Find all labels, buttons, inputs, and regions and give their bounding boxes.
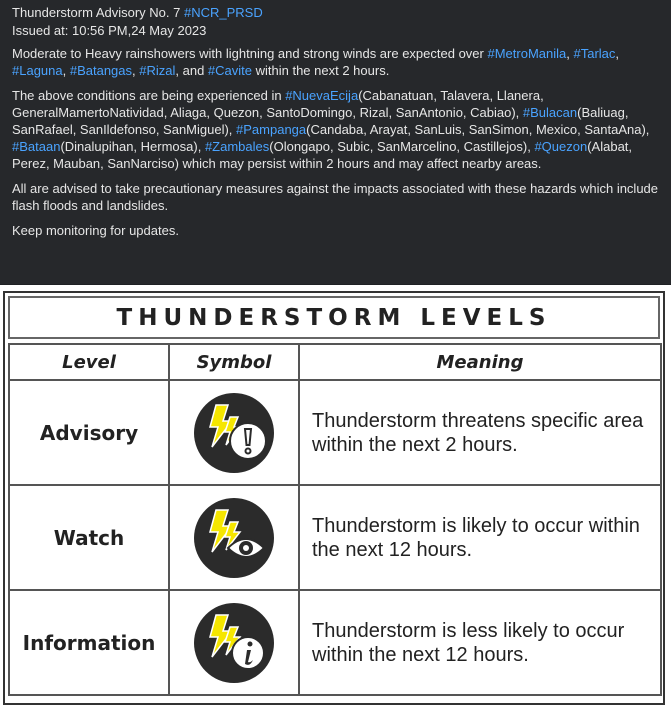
hashtag-link[interactable]: #Cavite (207, 63, 252, 78)
hashtag-link[interactable]: #Laguna (12, 63, 63, 78)
paragraph-text: within the next 2 hours. (252, 63, 390, 78)
paragraph-text: (Candaba, Arayat, SanLuis, SanSimon, Mexico, SantaAna), (306, 122, 650, 137)
paragraph-text: , (132, 63, 140, 78)
level-meaning: Thunderstorm is likely to occur within the next 12 hours. (299, 485, 661, 590)
hashtag-link[interactable]: #MetroManila (487, 46, 567, 61)
thunderstorm-levels-infographic (0, 285, 671, 711)
paragraph-expected-areas (12, 45, 659, 79)
hashtag-link[interactable]: #Bulacan (522, 105, 578, 120)
table-row (9, 590, 661, 695)
paragraph-text: , (566, 46, 574, 61)
hashtag-link[interactable]: #Zambales (204, 139, 270, 154)
header-level: Level (9, 344, 169, 380)
lightning-exclamation-icon (192, 391, 276, 475)
hashtag-link[interactable]: #Batangas (69, 63, 133, 78)
header-meaning: Meaning (299, 344, 661, 380)
table-row (9, 380, 661, 485)
paragraph-text: Moderate to Heavy rainshowers with lightning and strong winds are expected over (12, 46, 488, 61)
paragraph-text: , (62, 63, 70, 78)
paragraph-text: (Baliuag, SanRafael, SanIldefonso, SanMiguel), (12, 105, 629, 137)
post-title-line (12, 4, 659, 21)
symbol-cell (169, 485, 299, 590)
header-symbol: Symbol (169, 344, 299, 380)
lightning-eye-icon (192, 496, 276, 580)
paragraph-text: (Dinalupihan, Hermosa), (60, 139, 205, 154)
paragraph-text: (Olongapo, Subic, SanMarcelino, Castillejos), (269, 139, 535, 154)
symbol-cell (169, 590, 299, 695)
post-title: Thunderstorm Advisory No. 7 (12, 5, 184, 20)
infographic-title: THUNDERSTORM LEVELS (8, 296, 660, 339)
hashtag-link[interactable]: #Pampanga (236, 122, 307, 137)
paragraph-text: (Cabanatuan, Talavera, Llanera, GeneralMamertoNatividad, Aliaga, Quezon, SantoDomingo, Rizal, SanAntonio, Cabiao), (12, 88, 544, 120)
level-name: Watch (9, 485, 169, 590)
level-name: Information (9, 590, 169, 695)
post-header (12, 4, 659, 39)
paragraph-precaution: All are advised to take precautionary measures against the impacts associated with these hazards which include flash floods and landslides. (12, 181, 659, 213)
level-meaning: Thunderstorm is less likely to occur within the next 12 hours. (299, 590, 661, 695)
levels-table (8, 343, 662, 696)
hashtag-link[interactable]: #NCR_PRSD (183, 5, 263, 20)
infographic-frame (3, 291, 665, 705)
hashtag-link[interactable]: #Rizal (139, 63, 176, 78)
level-meaning: Thunderstorm threatens specific area within the next 2 hours. (299, 380, 661, 485)
table-header-row (9, 344, 661, 380)
advisory-post (0, 0, 671, 284)
lightning-info-icon (192, 601, 276, 685)
hashtag-link[interactable]: #Quezon (534, 139, 588, 154)
paragraph-text: , (615, 46, 620, 61)
paragraph-text: (Alabat, Perez, Mauban, SanNarciso) which may persist within 2 hours and may affect nearby areas. (12, 139, 633, 171)
table-row (9, 485, 661, 590)
hashtag-link[interactable]: #Tarlac (573, 46, 616, 61)
hashtag-link[interactable]: #NuevaEcija (285, 88, 359, 103)
level-name: Advisory (9, 380, 169, 485)
paragraph-text: , and (175, 63, 208, 78)
paragraph-monitoring: Keep monitoring for updates. (12, 223, 179, 238)
paragraph-current-areas (12, 87, 659, 172)
hashtag-link[interactable]: #Bataan (12, 139, 61, 154)
paragraph-text: The above conditions are being experienced in (12, 88, 286, 103)
symbol-cell (169, 380, 299, 485)
issued-timestamp: Issued at: 10:56 PM,24 May 2023 (12, 23, 207, 38)
